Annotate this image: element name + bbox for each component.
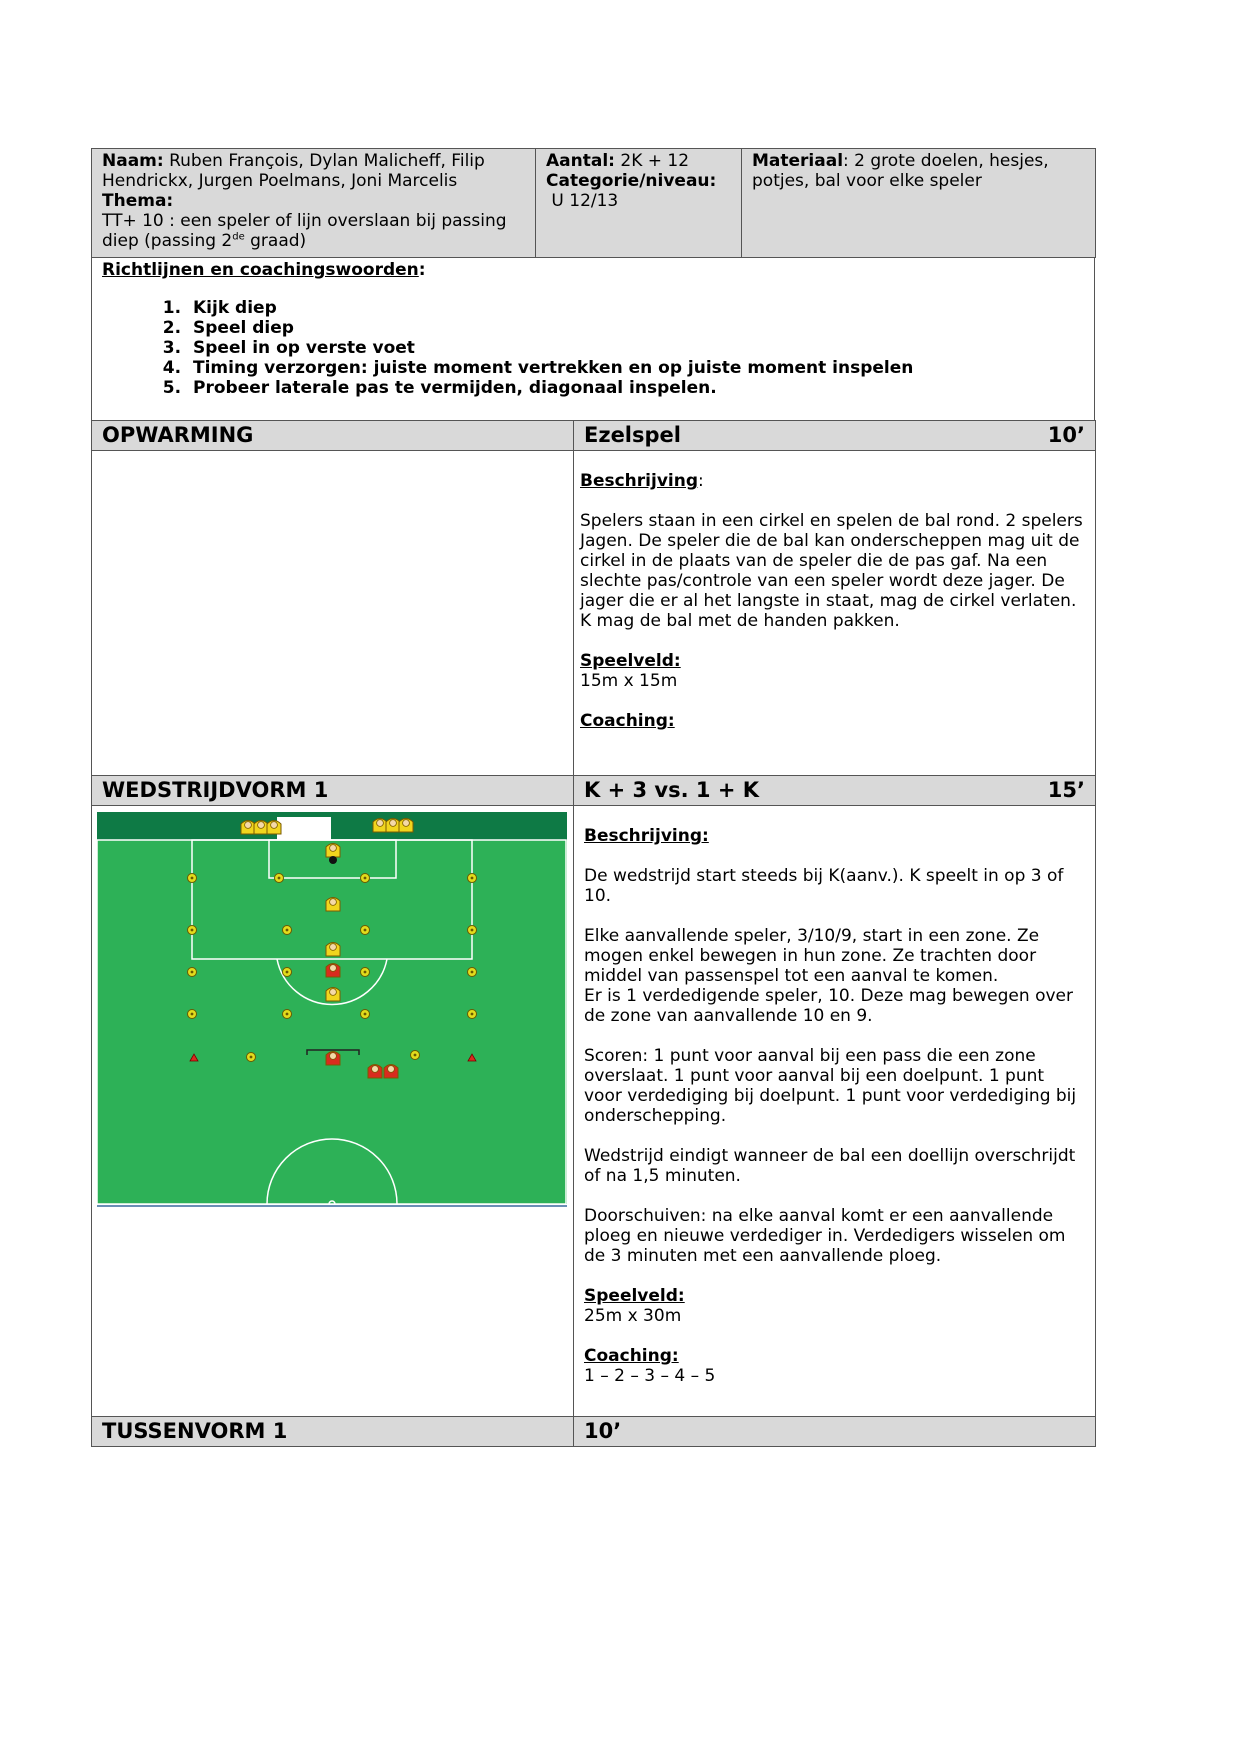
aantal-cell — [536, 149, 742, 258]
guidelines-cell: Richtlijnen en coachingswoorden: 1. Kijk diep 2. Speel diep 3. Speel in op verste voet 4. Timing verzorgen: juiste moment vertrekken en op juiste moment inspelen 5. Probeer laterale pas te vermijden, diagonaal inspelen. — [92, 258, 1095, 421]
cone-center — [471, 877, 474, 880]
opwarming-exercise: Ezelspel — [584, 423, 681, 447]
tussenvorm-duration: 10’ — [584, 1419, 622, 1443]
list-item: 1. Kijk diep — [187, 298, 1084, 318]
session-sheet — [91, 148, 1095, 1447]
description-paragraph: Elke aanvallende speler, 3/10/9, start in een zone. Ze mogen enkel bewegen in hun zone. Ze trachten door middel van passenspel tot een aanval te komen. Er is 1 verdedigende speler, 10. Deze mag bewegen over de zone van aanvallende 10 en 9. — [584, 926, 1073, 1026]
exercise-table — [91, 420, 1096, 1447]
cone-center — [191, 929, 194, 932]
opwarming-heading-cell — [92, 421, 574, 451]
aantal-value: 2K + 12 — [614, 151, 690, 171]
list-item: 4. Timing verzorgen: juiste moment vertrekken en op juiste moment inspelen — [187, 358, 1084, 378]
categorie-value: U 12/13 — [551, 191, 619, 211]
tussenvorm-duration-cell — [574, 1417, 1096, 1447]
wedstrijdvorm-diagram-cell — [92, 806, 574, 1417]
cone-center — [364, 877, 367, 880]
opwarming-exercise-cell — [574, 421, 1096, 451]
wedstrijdvorm-heading: WEDSTRIJDVORM 1 — [102, 778, 329, 802]
defender-icon — [384, 1065, 398, 1079]
description-paragraph: Wedstrijd eindigt wanneer de bal een doellijn overschrijdt of na 1,5 minuten. — [584, 1146, 1076, 1186]
pitch-top-band — [97, 812, 567, 840]
coaching-label: Coaching: — [580, 711, 675, 731]
opwarming-duration: 10’ — [1047, 423, 1085, 447]
list-item: 5. Probeer laterale pas te vermijden, diagonaal inspelen. — [187, 378, 1084, 398]
opwarming-diagram-cell — [92, 451, 574, 776]
cone-center — [278, 877, 281, 880]
description-paragraph: Doorschuiven: na elke aanval komt er een aanvallende ploeg en nieuwe verdediger in. Verdedigers wisselen om de 3 minuten met een aanvallende ploeg. — [584, 1206, 1066, 1266]
materiaal-cell — [742, 149, 1096, 258]
thema-value: TT+ 10 : een speler of lijn overslaan bij passing diep (passing 2de graad) — [102, 211, 507, 251]
waiting-player-icon — [373, 819, 387, 833]
coaching-value: 1 – 2 – 3 – 4 – 5 — [584, 1366, 716, 1386]
attacker-icon — [326, 943, 340, 957]
speelveld-value: 25m x 30m — [584, 1306, 682, 1326]
cone-center — [471, 929, 474, 932]
cone-center — [364, 929, 367, 932]
waiting-player-icon — [386, 819, 400, 833]
attacker-icon — [326, 988, 340, 1002]
attacker-icon — [326, 844, 340, 858]
description-paragraph: Scoren: 1 punt voor aanval bij een pass die een zone overslaat. 1 punt voor aanval bij een doelpunt. 1 punt voor verdediging bij doelpunt. 1 punt voor verdediging bij onderschepping. — [584, 1046, 1077, 1126]
cone-center — [364, 1013, 367, 1016]
wedstrijdvorm-heading-cell — [92, 776, 574, 806]
coaching-label: Coaching: — [584, 1346, 679, 1366]
categorie-label: Categorie/niveau: — [546, 171, 717, 191]
pitch-diagram — [97, 812, 567, 1208]
opwarming-description-cell: Beschrijving: Spelers staan in een cirkel en spelen de bal rond. 2 spelers Jagen. De speler die de bal kan onderscheppen mag uit de cirkel in de plaats van de speler die de pas gaf. Na een slechte pas/controle van een speler wordt deze jager. De jager die er al het langste in staat, mag de cirkel verlaten. K mag de bal met de handen pakken. Speelveld: 15m x 15m Coaching: — [574, 451, 1096, 776]
thema-label: Thema: — [102, 191, 174, 211]
defender-icon — [368, 1065, 382, 1079]
defender-icon — [326, 1052, 340, 1066]
guidelines-list — [102, 298, 1084, 398]
wedstrijdvorm-duration: 15’ — [1047, 778, 1085, 802]
speelveld-value: 15m x 15m — [580, 671, 678, 691]
cone-center — [191, 971, 194, 974]
description-paragraph: De wedstrijd start steeds bij K(aanv.). K speelt in op 3 of 10. — [584, 866, 1064, 906]
cone-center — [286, 971, 289, 974]
wedstrijdvorm-exercise: K + 3 vs. 1 + K — [584, 778, 759, 802]
waiting-player-icon — [254, 821, 268, 835]
naam-value: Ruben François, Dylan Malicheff, Filip Hendrickx, Jurgen Poelmans, Joni Marcelis — [102, 151, 485, 191]
cone-center — [250, 1056, 253, 1059]
speelveld-label: Speelveld: — [584, 1286, 685, 1306]
cone-center — [364, 971, 367, 974]
cone-center — [286, 929, 289, 932]
tussenvorm-heading-cell — [92, 1417, 574, 1447]
guidelines-table — [91, 257, 1095, 421]
cone-center — [286, 1013, 289, 1016]
ball-icon — [329, 856, 337, 864]
cone-center — [191, 1013, 194, 1016]
guidelines-title: Richtlijnen en coachingswoorden — [102, 260, 419, 280]
wedstrijdvorm-description-cell — [574, 806, 1096, 1417]
defender-icon — [326, 964, 340, 978]
header-table — [91, 148, 1096, 258]
opwarming-heading: OPWARMING — [102, 423, 254, 447]
wedstrijdvorm-exercise-cell — [574, 776, 1096, 806]
naam-thema-cell — [92, 149, 536, 258]
tussenvorm-heading: TUSSENVORM 1 — [102, 1419, 288, 1443]
cone-center — [471, 971, 474, 974]
list-item: 3. Speel in op verste voet — [187, 338, 1084, 358]
materiaal-value: : 2 grote doelen, hesjes, potjes, bal voor elke speler — [752, 151, 1049, 191]
waiting-player-icon — [241, 821, 255, 835]
materiaal-label: Materiaal — [752, 151, 844, 171]
naam-label: Naam: — [102, 151, 164, 171]
cone-center — [414, 1054, 417, 1057]
waiting-player-icon — [399, 819, 413, 833]
beschrijving-label: Beschrijving: — [584, 826, 709, 846]
list-item: 2. Speel diep — [187, 318, 1084, 338]
attacker-icon — [326, 898, 340, 912]
opwarming-description: Spelers staan in een cirkel en spelen de bal rond. 2 spelers Jagen. De speler die de bal kan onderscheppen mag uit de cirkel in de plaats van de speler die de pas gaf. Na een slechte pas/controle van een speler wordt deze jager. De jager die er al het langste in staat, mag de cirkel verlaten. K mag de bal met de handen pakken. — [580, 511, 1083, 631]
cone-center — [191, 877, 194, 880]
cone-center — [471, 1013, 474, 1016]
aantal-label: Aantal: — [546, 151, 615, 171]
pitch-grass — [97, 840, 567, 1204]
waiting-player-icon — [267, 821, 281, 835]
beschrijving-label: Beschrijving — [580, 471, 699, 491]
speelveld-label: Speelveld: — [580, 651, 681, 671]
